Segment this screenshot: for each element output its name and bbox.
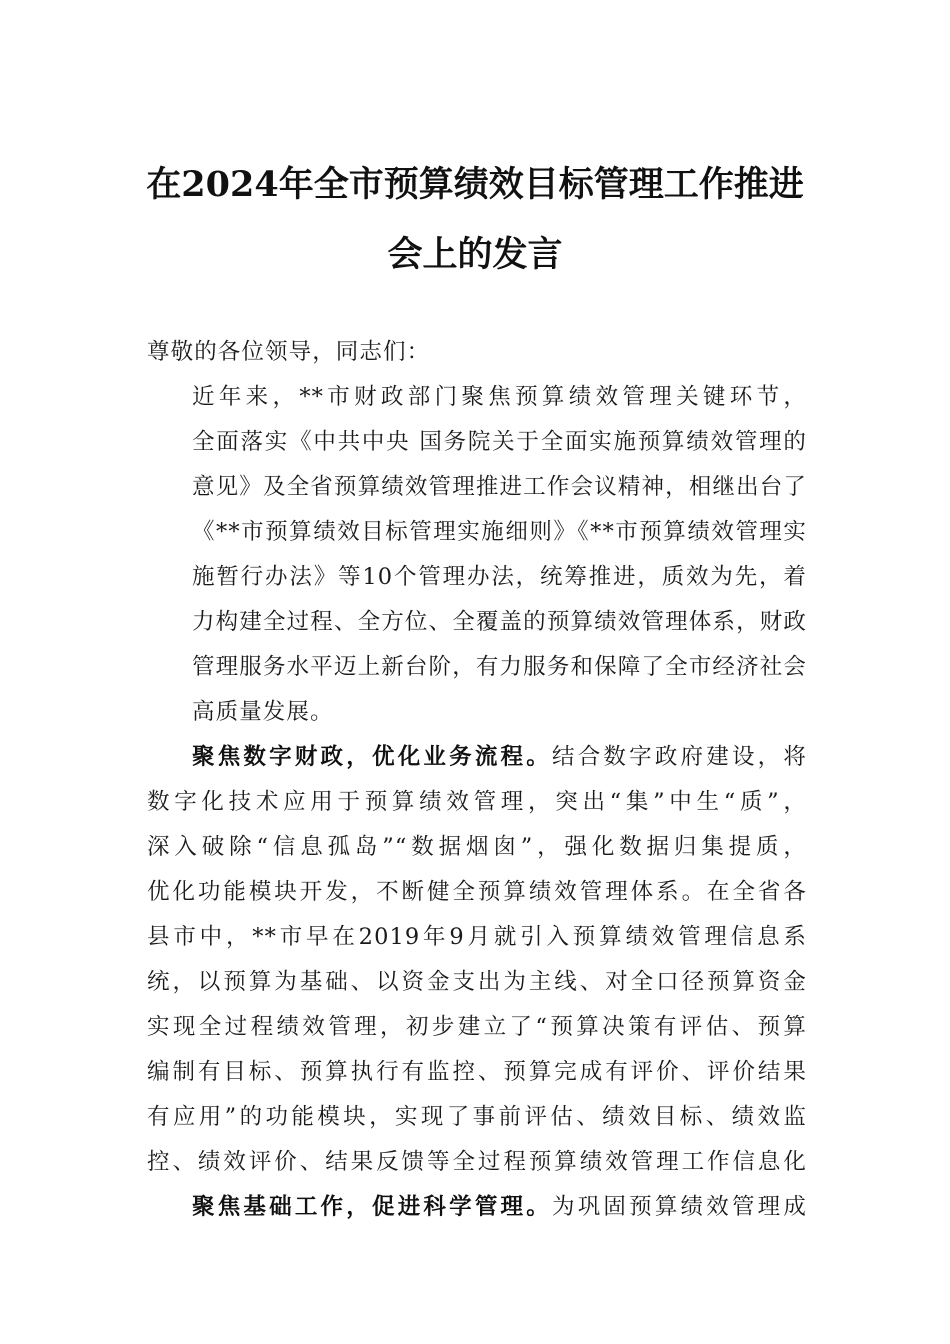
paragraph-1-line: 高质量发展。 bbox=[192, 699, 334, 725]
paragraph-1-line: 全面落实《中共中央 国务院关于全面实施预算绩效管理的 bbox=[192, 429, 807, 455]
salutation bbox=[147, 330, 807, 375]
salutation-text: 尊敬的各位领导，同志们： bbox=[147, 339, 431, 365]
document-title-line-2: 会上的发言 bbox=[387, 234, 563, 275]
document-body bbox=[147, 330, 807, 1230]
paragraph-2-first-line bbox=[147, 735, 807, 780]
paragraph-2-line: 数字化技术应用于预算绩效管理，突出“集”中生“质”， bbox=[147, 789, 807, 815]
paragraph-2-line: 编制有目标、预算执行有监控、预算完成有评价、评价结果 bbox=[147, 1059, 807, 1085]
paragraph-2 bbox=[147, 735, 807, 1185]
paragraph-2-line: 县市中，**市早在2019年9月就引入预算绩效管理信息系 bbox=[147, 924, 807, 950]
paragraph-2-line: 深入破除“信息孤岛”“数据烟囱”，强化数据归集提质， bbox=[147, 834, 807, 860]
paragraph-1 bbox=[147, 375, 807, 735]
paragraph-3-first-line bbox=[147, 1185, 807, 1230]
paragraph-1-line: 近年来，**市财政部门聚焦预算绩效管理关键环节， bbox=[192, 384, 807, 410]
paragraph-1-line: 力构建全过程、全方位、全覆盖的预算绩效管理体系，财政 bbox=[192, 609, 807, 635]
paragraph-3-lead: 聚焦基础工作，促进科学管理。 bbox=[192, 1194, 552, 1220]
paragraph-3-first-rest: 为巩固预算绩效管理成 bbox=[551, 1194, 807, 1220]
paragraph-2-first-rest: 结合数字政府建设，将 bbox=[551, 744, 807, 770]
paragraph-2-line: 统，以预算为基础、以资金支出为主线、对全口径预算资金 bbox=[147, 969, 807, 995]
paragraph-1-line: 意见》及全省预算绩效管理推进工作会议精神，相继出台了 bbox=[192, 474, 807, 500]
paragraph-2-line: 实现全过程绩效管理，初步建立了“预算决策有评估、预算 bbox=[147, 1014, 807, 1040]
paragraph-2-line: 控、绩效评价、结果反馈等全过程预算绩效管理工作信息化 bbox=[147, 1149, 807, 1175]
paragraph-3 bbox=[147, 1185, 807, 1230]
paragraph-1-line: 管理服务水平迈上新台阶，有力服务和保障了全市经济社会 bbox=[192, 654, 807, 680]
paragraph-2-line: 优化功能模块开发，不断健全预算绩效管理体系。在全省各 bbox=[147, 879, 807, 905]
paragraph-1-line: 《**市预算绩效目标管理实施细则》《**市预算绩效管理实 bbox=[192, 519, 807, 545]
paragraph-2-line: 有应用”的功能模块，实现了事前评估、绩效目标、绩效监 bbox=[147, 1104, 807, 1130]
paragraph-1-line: 施暂行办法》等10个管理办法，统筹推进，质效为先，着 bbox=[192, 564, 807, 590]
document-title-line-1: 在2024年全市预算绩效目标管理工作推进 bbox=[146, 164, 804, 205]
paragraph-2-lead: 聚焦数字财政，优化业务流程。 bbox=[192, 744, 552, 770]
